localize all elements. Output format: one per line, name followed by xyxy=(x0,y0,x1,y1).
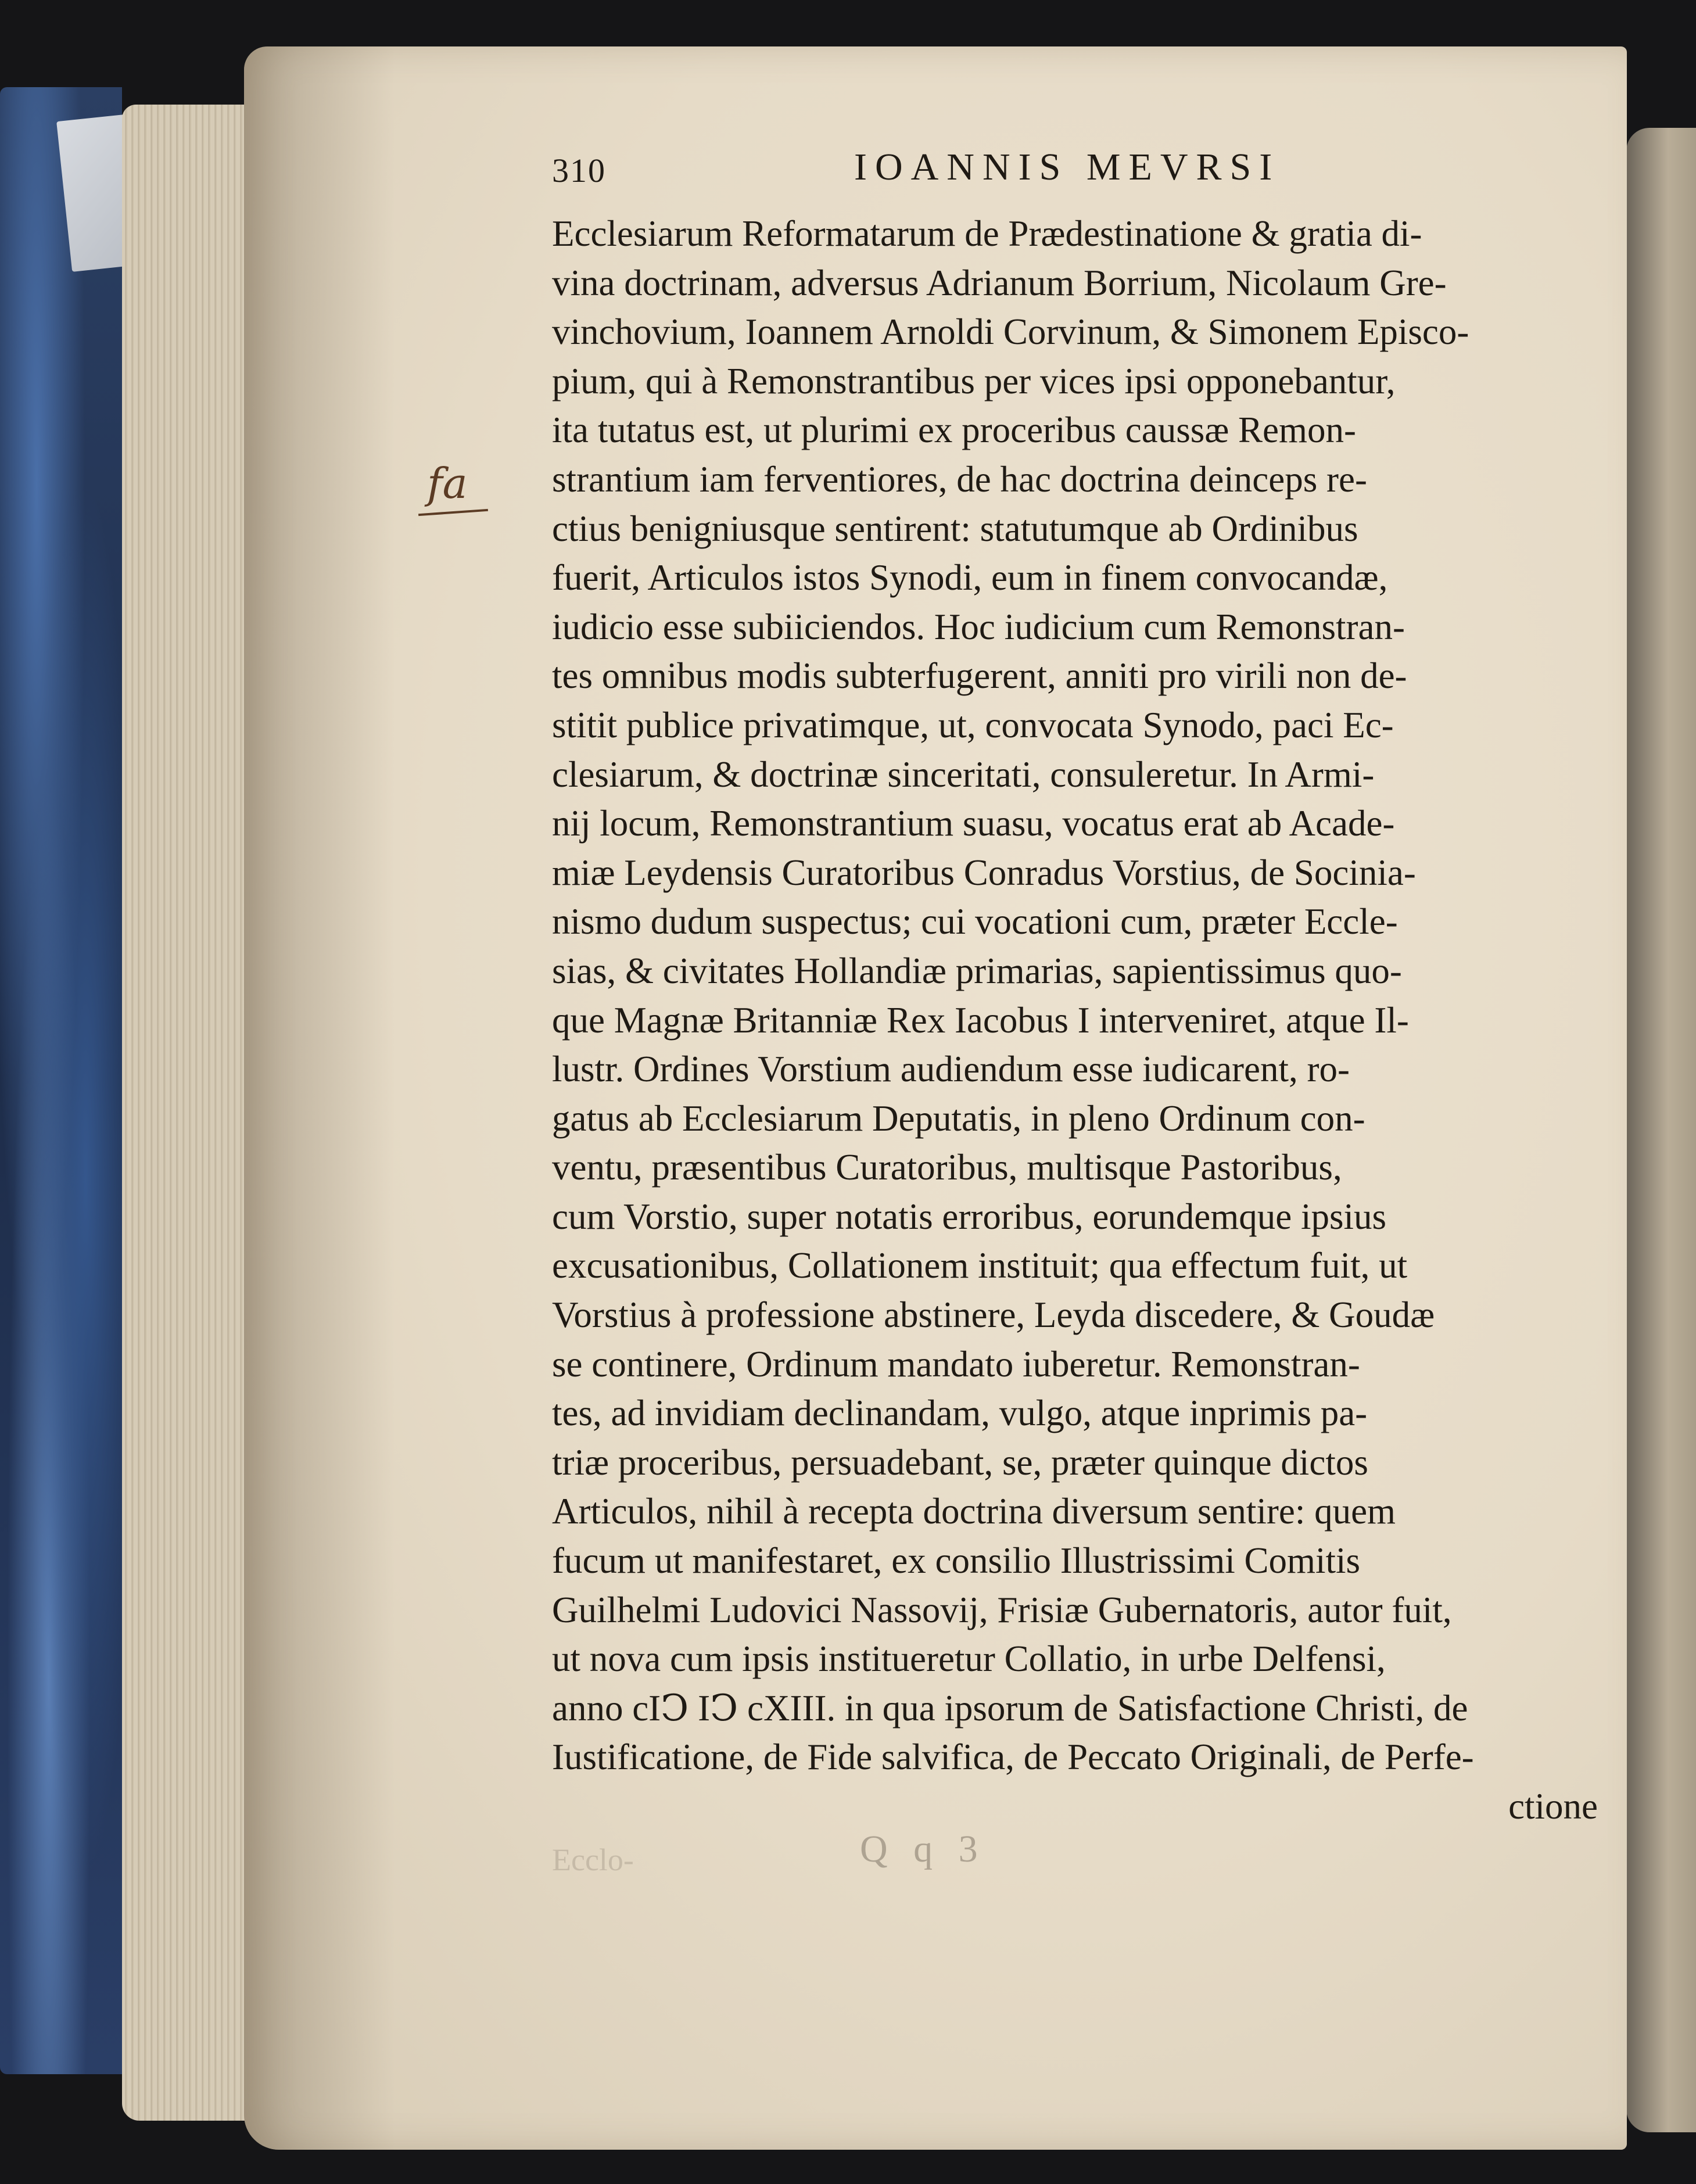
text-line: excusationibus, Collationem instituit; qua effectum fuit, ut xyxy=(552,1245,1408,1286)
text-line: iudicio esse subiiciendos. Hoc iudicium cum Remonstran- xyxy=(552,606,1405,647)
text-line: triæ proceribus, persuadebant, se, præter quinque dictos xyxy=(552,1441,1368,1483)
text-line: anno cIↃ IↃ cXIII. in qua ipsorum de Satisfactione Christi, de xyxy=(552,1687,1468,1728)
text-line: sias, & civitates Hollandiæ primarias, sapientissimus quo- xyxy=(552,950,1402,991)
text-line: se continere, Ordinum mandato iuberetur. Remonstran- xyxy=(552,1343,1360,1385)
handwritten-margin-note: fa xyxy=(427,459,468,508)
text-line: vinchovium, Ioannem Arnoldi Corvinum, & Simonem Episco- xyxy=(552,311,1469,353)
text-line: fucum ut manifestaret, ex consilio Illustrissimi Comitis xyxy=(552,1540,1361,1581)
text-line: Ecclesiarum Reformatarum de Prædestinatione & gratia di- xyxy=(552,213,1422,254)
text-line: gatus ab Ecclesiarum Deputatis, in pleno Ordinum con- xyxy=(552,1098,1365,1139)
text-line: tes, ad invidiam declinandam, vulgo, atque inprimis pa- xyxy=(552,1393,1368,1434)
text-line: nismo dudum suspectus; cui vocationi cum, præter Eccle- xyxy=(552,901,1398,942)
text-line: miæ Leydensis Curatoribus Conradus Vorstius, de Sociniа- xyxy=(552,852,1416,893)
body-text xyxy=(552,209,1598,1831)
bleed-through-catchword: Ecclo- xyxy=(552,1842,634,1877)
text-line: que Magnæ Britanniæ Rex Iacobus I interveniret, atque Il- xyxy=(552,999,1409,1041)
text-line: nij locum, Remonstrantium suasu, vocatus erat ab Acade- xyxy=(552,803,1395,844)
running-head-title: IOANNIS MEVRSI xyxy=(854,146,1281,188)
bleed-through-signature: Q q 3 xyxy=(860,1828,986,1870)
text-line: fuerit, Articulos istos Synodi, eum in finem convocandæ, xyxy=(552,557,1388,598)
text-line: vina doctrinam, adversus Adrianum Borrium, Nicolaum Gre- xyxy=(552,262,1447,303)
page-number: 310 xyxy=(552,152,606,189)
text-line: Iustificatione, de Fide salvifica, de Peccato Originali, de Perfe- xyxy=(552,1737,1474,1778)
facing-page-edge xyxy=(1626,128,1696,2132)
text-line: pium, qui à Remonstrantibus per vices ipsi opponebantur, xyxy=(552,360,1396,401)
text-line: tes omnibus modis subterfugerent, anniti pro virili non de- xyxy=(552,655,1407,697)
text-line: stitit publice privatimque, ut, convocata Synodo, paci Ec- xyxy=(552,704,1394,745)
text-line: ut nova cum ipsis institueretur Collatio, in urbe Delfensi, xyxy=(552,1638,1386,1680)
text-line: clesiarum, & doctrinæ sinceritati, consuleretur. In Armi- xyxy=(552,754,1375,795)
text-line: ventu, præsentibus Curatoribus, multisque Pastoribus, xyxy=(552,1147,1342,1188)
text-line: ctius benigniusque sentirent: statutumque ab Ordinibus xyxy=(552,508,1358,549)
text-line: ita tutatus est, ut plurimi ex proceribus caussæ Remon- xyxy=(552,410,1357,451)
text-line: Articulos, nihil à recepta doctrina diversum sentire: quem xyxy=(552,1491,1396,1532)
running-head xyxy=(552,139,1598,209)
marbled-cover xyxy=(0,87,122,2074)
text-line: cum Vorstio, super notatis erroribus, eorundemque ipsius xyxy=(552,1196,1386,1237)
text-line: lustr. Ordines Vorstium audiendum esse iudicarent, ro- xyxy=(552,1049,1350,1090)
text-line: Vorstius à professione abstinere, Leyda discedere, & Goudæ xyxy=(552,1294,1435,1336)
text-line: Guilhelmi Ludovici Nassovij, Frisiæ Gubernatoris, autor fuit, xyxy=(552,1589,1452,1630)
text-line: ctione xyxy=(1508,1786,1598,1827)
text-line: strantium iam ferventiores, de hac doctrina deinceps re- xyxy=(552,458,1367,500)
page-text-block xyxy=(552,139,1598,1831)
